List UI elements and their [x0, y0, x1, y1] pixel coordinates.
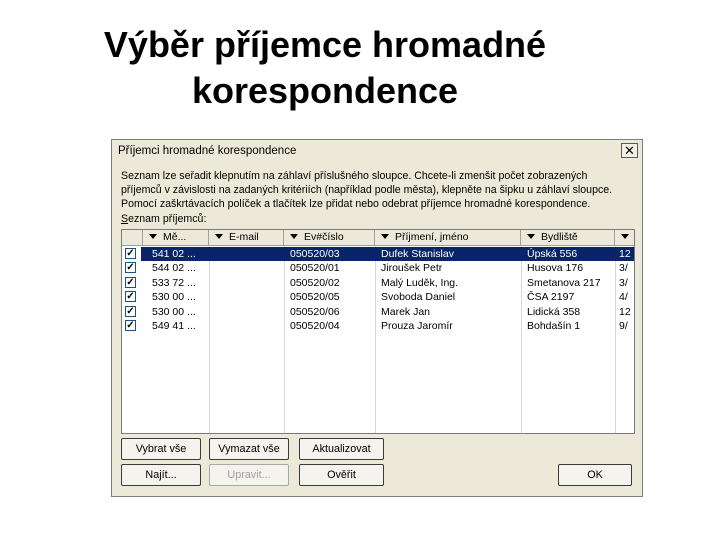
refresh-button[interactable]: Aktualizovat: [299, 438, 384, 460]
description-line: příjemců v závislosti na zadaných kritériích (například podle města), klepněte na šipku u záhlaví sloupce.: [121, 183, 613, 196]
cell-city: 544 02 ...: [152, 262, 196, 275]
cell-name: Svoboda Daniel: [381, 291, 456, 304]
cell-extra: 4/: [619, 291, 628, 304]
cell-addr: Husova 176: [527, 262, 584, 275]
cell-addr: Úpská 556: [527, 248, 578, 260]
description-line: Seznam lze seřadit klepnutím na záhlaví příslušného sloupce. Chcete-li zmenšit počet zobrazených: [121, 170, 588, 182]
cell-addr: Lidická 358: [527, 305, 581, 318]
label-accelerator: S: [121, 213, 129, 225]
dialog-title: Příjemci hromadné korespondence: [118, 145, 297, 157]
cell-city: 533 72 ...: [152, 276, 196, 289]
recipient-checkbox[interactable]: ✓: [126, 305, 135, 317]
cell-extra: 12: [619, 248, 631, 260]
mail-merge-recipients-dialog: [111, 139, 643, 497]
cell-addr: Bohdašín 1: [527, 320, 581, 332]
column-header-ev-number[interactable]: Ev#číslo: [284, 230, 375, 246]
cell-name: Jiroušek Petr: [381, 262, 443, 275]
cell-ev: 050520/03: [290, 248, 340, 260]
dropdown-arrow-icon[interactable]: [215, 234, 223, 239]
dialog-titlebar: [112, 140, 642, 164]
cell-ev: 050520/05: [290, 291, 340, 304]
cell-addr: Smetanova 217: [527, 276, 601, 289]
table-row[interactable]: [122, 261, 635, 275]
dropdown-arrow-icon[interactable]: [527, 234, 535, 239]
cell-name: Dufek Stanislav: [381, 248, 454, 260]
close-icon: ✕: [624, 143, 635, 158]
column-header-next[interactable]: [615, 230, 635, 246]
recipient-list-label: [121, 213, 206, 225]
column-header-city[interactable]: Mě...: [143, 230, 209, 246]
validate-button[interactable]: Ověřit: [299, 464, 384, 486]
dropdown-arrow-icon[interactable]: [381, 234, 389, 239]
dropdown-arrow-icon[interactable]: [621, 234, 629, 239]
cell-extra: 3/: [619, 262, 628, 275]
column-header-email[interactable]: E-mail: [209, 230, 284, 246]
recipient-checkbox[interactable]: ✓: [126, 276, 135, 288]
select-all-button[interactable]: Vybrat vše: [121, 438, 201, 460]
slide-title-line-2: korespondence: [191, 70, 459, 111]
cell-addr: ČSA 2197: [527, 291, 575, 304]
recipient-checkbox[interactable]: ✓: [126, 262, 135, 274]
cell-ev: 050520/02: [290, 276, 340, 289]
dropdown-arrow-icon[interactable]: [149, 234, 157, 239]
label-text: eznam příjemců:: [128, 213, 207, 225]
cell-city: 549 41 ...: [152, 320, 196, 332]
cell-ev: 050520/04: [290, 320, 340, 332]
dialog-description: [121, 170, 636, 211]
cell-name: Malý Luděk, Ing.: [381, 276, 459, 289]
recipient-checkbox[interactable]: ✓: [126, 248, 135, 259]
clear-all-button[interactable]: Vymazat vše: [209, 438, 289, 460]
slide-title-line-1: Výběr příjemce hromadné: [103, 24, 547, 65]
cell-ev: 050520/01: [290, 262, 340, 275]
recipient-checkbox[interactable]: ✓: [126, 320, 135, 331]
column-header-address[interactable]: Bydliště: [521, 230, 615, 246]
table-row[interactable]: [122, 247, 635, 261]
slide-title: [60, 22, 590, 114]
cell-city: 530 00 ...: [152, 305, 196, 318]
cell-extra: 3/: [619, 276, 628, 289]
cell-city: 541 02 ...: [152, 248, 196, 260]
cell-name: Marek Jan: [381, 305, 431, 318]
cell-extra: 12: [619, 305, 631, 318]
cell-city: 530 00 ...: [152, 291, 196, 304]
table-row[interactable]: [122, 305, 635, 319]
find-button[interactable]: Najít...: [121, 464, 201, 486]
ok-button[interactable]: OK: [558, 464, 632, 486]
table-row[interactable]: [122, 319, 635, 333]
header-checkbox-column: [122, 230, 143, 246]
cell-name: Prouza Jaromír: [381, 320, 453, 332]
cell-extra: 9/: [619, 320, 628, 332]
dropdown-arrow-icon[interactable]: [290, 234, 298, 239]
cell-ev: 050520/06: [290, 305, 340, 318]
table-row[interactable]: [122, 276, 635, 290]
column-header-name[interactable]: Příjmení, jméno: [375, 230, 521, 246]
recipient-checkbox[interactable]: ✓: [126, 291, 135, 303]
close-button[interactable]: [621, 143, 638, 158]
description-line: Pomocí zaškrtávacích políček a tlačítek lze přidat nebo odebrat příjemce hromadné korespondence.: [121, 197, 591, 210]
recipient-list[interactable]: [121, 229, 635, 434]
edit-button[interactable]: Upravit...: [209, 464, 289, 486]
table-row[interactable]: [122, 290, 635, 304]
